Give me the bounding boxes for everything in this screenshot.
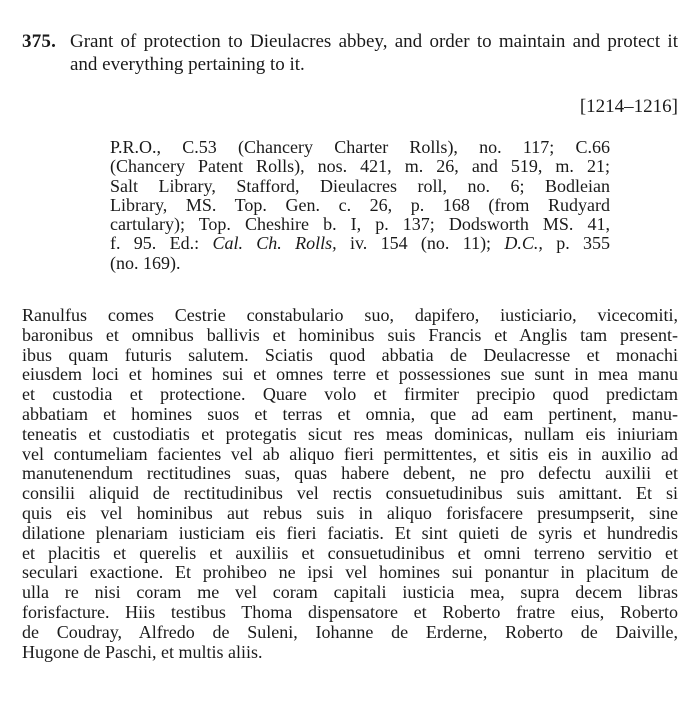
charter-line: Ranulfus comes Cestrie constabulario suo, dapifero, iusticiario, vicecomiti, (22, 305, 678, 325)
charter-line: vel contumeliam facientes vel ab aliquo fieri permittentes, et sitis eis in auxilio ad (22, 443, 678, 464)
charter-line: ibus quam futuris salutem. Sciatis quod abbatia de Deulacresse et monachi (22, 344, 678, 365)
charter-line: ulla re nisi coram me vel coram capitali iusticia mea, supra decem libras (22, 582, 678, 603)
source-line-edition-prefix: f. 95. Ed.: (110, 233, 200, 254)
charter-text (22, 306, 678, 662)
charter-line: baronibus et omnibus ballivis et hominibus suis Francis et Anglis tam present- (22, 324, 678, 345)
cal-ch-rolls-citation: Cal. Ch. Rolls, (212, 233, 337, 254)
source-line: cartulary); Top. Cheshire b. I, p. 137; Dodsworth MS. 41, (110, 214, 610, 235)
source-line: Library, MS. Top. Gen. c. 26, p. 168 (from Rudyard (110, 194, 610, 215)
charter-line: Hugone de Paschi, et multis aliis. (22, 641, 263, 662)
entry-title: Grant of protection to Dieulacres abbey, and order to maintain and protect it and everything pertaining to it. (70, 31, 678, 75)
sources-block (110, 138, 610, 273)
entry-header (22, 30, 678, 76)
charter-line: forisfacture. Hiis testibus Thoma dispensatore et Roberto fratre eius, Roberto (22, 601, 678, 622)
entry-date: [1214–1216] (579, 96, 678, 117)
charter-line: dilatione plenariam iusticiam eis fieri faciatis. Et sint quieti de syris et hundredis (22, 522, 678, 543)
source-line-edition-page: p. 355 (556, 233, 611, 254)
charter-line: seculari exactione. Et prohibeo ne ipsi vel homines sui ponantur in placitum de (22, 562, 678, 583)
charter-line: de Coudray, Alfredo de Suleni, Iohanne de Erderne, Roberto de Daiville, (22, 621, 678, 642)
source-line: Salt Library, Stafford, Dieulacres roll, no. 6; Bodleian (110, 175, 610, 196)
source-line-edition (110, 234, 610, 253)
source-line: (Chancery Patent Rolls), nos. 421, m. 26, and 519, m. 21; (110, 156, 610, 177)
charter-line: teneatis et custodiatis et protegatis sicut res meas dominicas, nullam eis iniuriam (22, 423, 678, 444)
source-line: P.R.O., C.53 (Chancery Charter Rolls), no. 117; C.66 (110, 137, 610, 157)
charter-line: quis eis vel hominibus aut rebus suis in aliquo forisfacere presumpserit, sine (22, 502, 678, 523)
charter-line: et placitis et querelis et auxiliis et consuetudinibus et omni terreno servitio et (22, 542, 678, 563)
charter-line: manutenendum rectitudines suas, quas habere debent, ne pro defectu auxilii et (22, 463, 678, 484)
entry-number: 375. (22, 31, 57, 52)
source-line-edition-ref: iv. 154 (no. 11); (349, 233, 492, 254)
source-line: (no. 169). (110, 252, 181, 273)
charter-line: et custodia et protectione. Quare volo et firmiter precipio quod predictam (22, 384, 678, 405)
charter-line: consilii aliquid de rectitudinibus vel rectis consuetudinibus suis amittant. Et si (22, 483, 678, 504)
charter-line: eiusdem loci et homines sui et omnes terre et possessiones sue sunt in mea manu (22, 364, 678, 385)
charter-line: abbatiam et homines suos et terras et omnia, que ad eam pertinent, manu- (22, 403, 678, 424)
dc-citation: D.C., (504, 233, 543, 254)
